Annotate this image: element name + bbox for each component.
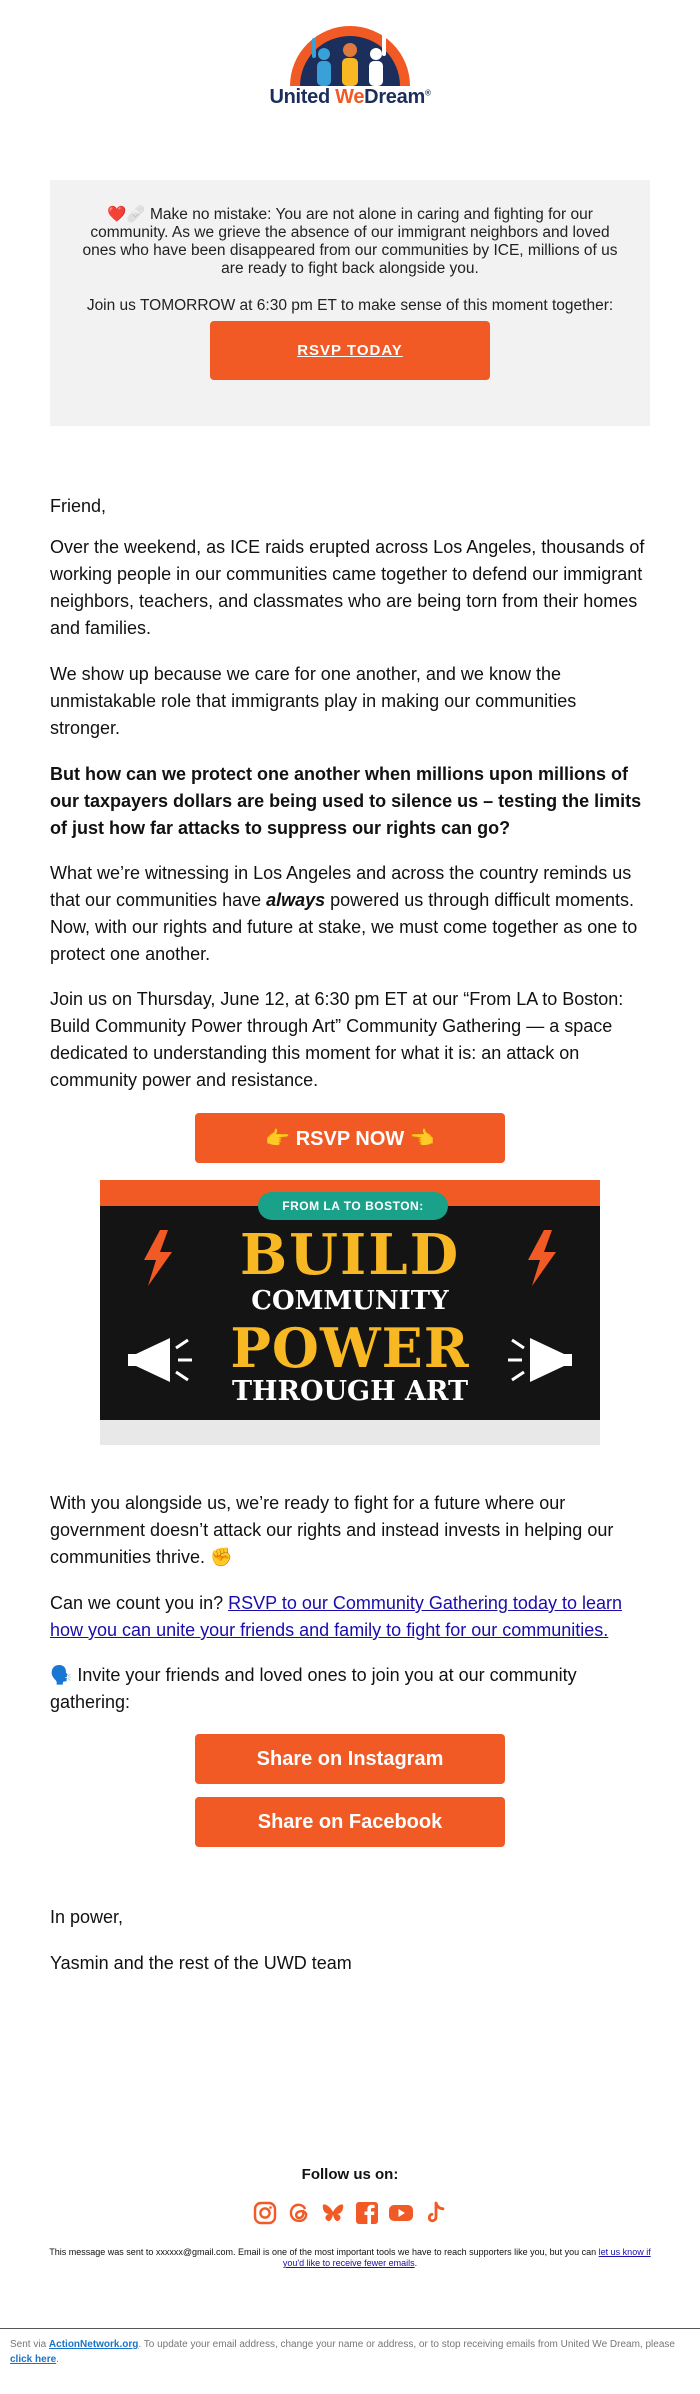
paragraph-1: Over the weekend, as ICE raids erupted across Los Angeles, thousands of working people in our communities came together to defend our immigrant neighbors, teachers, and classmates who are being torn from their homes and families.: [50, 537, 645, 638]
united-we-dream-logo[interactable]: [262, 24, 438, 116]
paragraph-4: What we’re witnessing in Los Angeles and across the country reminds us that our communities have always powered us through difficult moments. Now, with our rights and future at stake, we must come together as one to protect one another.: [50, 863, 638, 964]
logo-arch-graphic: [286, 24, 414, 86]
event-notice-box: [50, 180, 650, 426]
banner-torn-edge: [100, 1420, 600, 1445]
share-on-facebook-button[interactable]: Share on Facebook: [195, 1797, 505, 1847]
greeting: Friend,: [50, 496, 107, 516]
rsvp-today-button[interactable]: RSVP TODAY: [210, 321, 490, 380]
threads-icon[interactable]: [286, 2200, 312, 2226]
notice-message: ❤️🩹 Make no mistake: You are not alone in caring and fighting for our community. As we grieve the absence of our immigrant neighbors and loved ones who have been disappeared from our communities by ICE, millions of us are ready to fight back alongside you.: [82, 206, 618, 277]
click-here-link[interactable]: click here: [10, 2354, 57, 2365]
share-on-instagram-button[interactable]: Share on Instagram: [195, 1734, 505, 1784]
fewer-emails-link[interactable]: let us know if you'd like to receive fewer emails: [282, 2247, 651, 2268]
instagram-icon[interactable]: [252, 2200, 278, 2226]
mending-heart-icon: ❤️🩹: [107, 206, 146, 223]
tiktok-icon[interactable]: [422, 2200, 448, 2226]
footer-divider: [0, 2328, 700, 2329]
paragraph-2: We show up because we care for one another, and we know the unmistakable role that immigrants play in making our communities stronger.: [50, 664, 577, 738]
paragraph-6: With you alongside us, we’re ready to fight for a future where our government doesn’t attack our rights and instead invests in helping our communities thrive. ✊: [50, 1493, 614, 1567]
bluesky-icon[interactable]: [320, 2200, 346, 2226]
banner-pill: FROM LA TO BOSTON:: [258, 1192, 448, 1220]
facebook-icon[interactable]: [354, 2200, 380, 2226]
notice-join-text: Join us TOMORROW at 6:30 pm ET to make sense of this moment together:: [86, 297, 614, 314]
email-disclaimer: This message was sent to xxxxxx@gmail.com. Email is one of the most important tools we have to reach supporters like you, but you can let us know if you'd like to receive fewer emails.: [49, 2247, 651, 2268]
actionnetwork-link[interactable]: ActionNetwork.org: [48, 2339, 139, 2350]
banner-word-community: COMMUNITY: [251, 1286, 449, 1316]
footer-text: Sent via ActionNetwork.org. To update your email address, change your name or address, or to stop receiving emails from United We Dream, please click here.: [10, 2339, 675, 2365]
banner-words-through-art: THROUGH ART: [231, 1376, 469, 1407]
banner-word-build: BUILD: [239, 1222, 461, 1288]
logo-wordmark: United WeDream®: [269, 86, 431, 108]
paragraph-8: 🗣️ Invite your friends and loved ones to join you at our community gathering:: [50, 1665, 577, 1712]
paragraph-5: Join us on Thursday, June 12, at 6:30 pm ET at our “From LA to Boston: Build Community Power through Art” Community Gathering — a space dedicated to understanding this moment for what it is: an attack on community power and resistance.: [50, 989, 624, 1090]
banner-word-power: POWER: [230, 1316, 470, 1380]
youtube-icon[interactable]: [388, 2200, 414, 2226]
social-icons-row: [252, 2200, 448, 2228]
follow-us-heading: Follow us on:: [301, 2166, 399, 2183]
rsvp-community-gathering-link[interactable]: RSVP to our Community Gathering today to learn how you can unite your friends and family to fight for our communities.: [50, 1593, 622, 1640]
signature: Yasmin and the rest of the UWD team: [50, 1953, 352, 1973]
paragraph-3: But how can we protect one another when millions upon millions of our taxpayers dollars are being used to silence us – testing the limits of just how far attacks to suppress our rights can go?: [50, 764, 642, 838]
rsvp-now-button[interactable]: 👉 RSVP NOW 👈: [195, 1113, 505, 1163]
paragraph-7: Can we count you in? RSVP to our Community Gathering today to learn how you can unite your friends and family to fight for our communities.: [50, 1593, 622, 1640]
event-banner-image[interactable]: [100, 1180, 600, 1445]
signoff: In power,: [50, 1907, 124, 1927]
